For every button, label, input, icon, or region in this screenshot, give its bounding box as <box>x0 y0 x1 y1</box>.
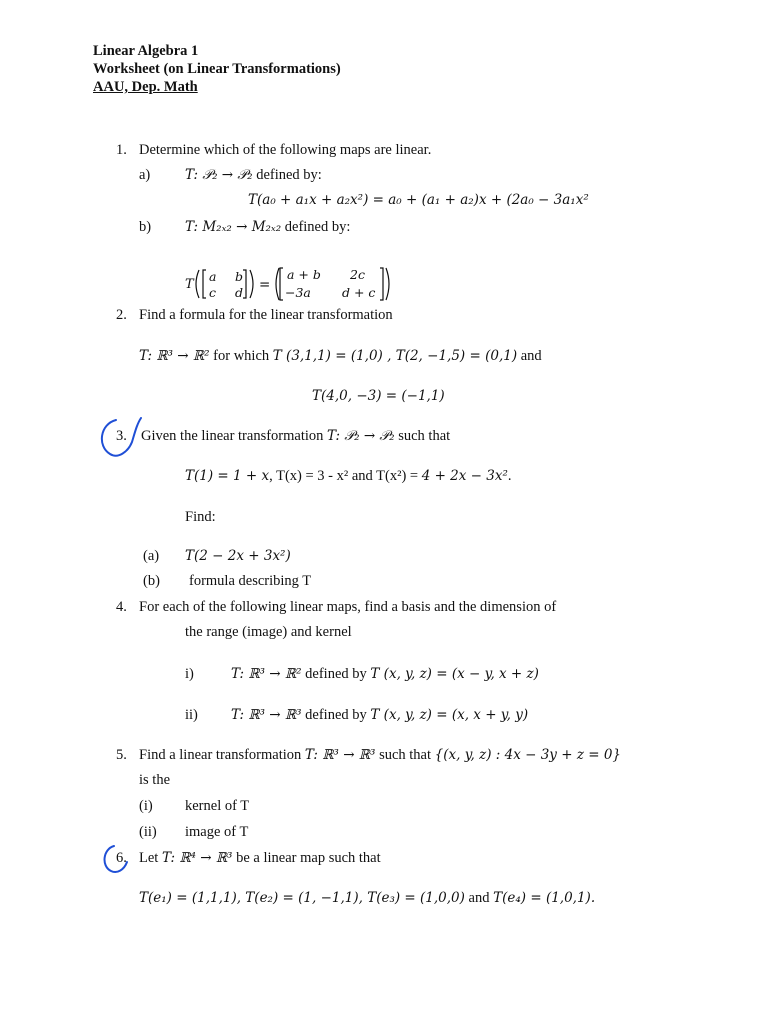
q1b-lhs-T: T <box>185 277 194 292</box>
q1b-m1-a: a <box>209 269 217 284</box>
q4-text2: the range (image) and kernel <box>185 624 352 640</box>
course-title: Linear Algebra 1 <box>93 43 199 59</box>
q2-text: Find a formula for the linear transformation <box>139 307 393 323</box>
q2-map: T: ℝ³ → ℝ² <box>139 348 210 364</box>
q5-map: T: ℝ³ → ℝ³ <box>304 747 376 763</box>
q4ii-label: ii) <box>185 707 198 723</box>
q3-text2: such that <box>394 428 451 444</box>
q4i-text: defined by <box>301 666 371 682</box>
q3b-text: formula describing T <box>189 573 312 589</box>
q1b-m2-12: 2c <box>350 267 365 282</box>
q3-map: T: 𝒫₂ → 𝒫₂ <box>327 428 395 444</box>
q3-number: 3. <box>116 428 127 444</box>
q6-formula2: T(e₄) = (1,0,1). <box>493 890 596 906</box>
q1b-m2-11: a + b <box>287 267 321 282</box>
q1b-m1-b: b <box>235 269 244 284</box>
q1a-text: defined by: <box>252 167 322 183</box>
q2-line2: T(4,0, −3) = (−1,1) <box>312 388 445 404</box>
q2-and: and <box>517 348 542 364</box>
worksheet-title: Worksheet (on Linear Transformations) <box>93 61 341 77</box>
q4ii-text: defined by <box>301 707 371 723</box>
q1b-m2-22: d + c <box>342 285 376 300</box>
q1b-text: defined by: <box>281 219 351 235</box>
q6-line <box>139 849 381 867</box>
q3-given-line <box>185 467 512 485</box>
q3-period: . <box>507 468 512 484</box>
q1b-m1-d: d <box>235 285 244 300</box>
q5ii-text: image of T <box>185 824 249 840</box>
q1b-label: b) <box>139 219 152 235</box>
q2-conditions: T (3,1,1) = (1,0) , T(2, −1,5) = (0,1) <box>272 348 518 364</box>
q6-number: 6. <box>116 850 127 866</box>
q6-text: Let <box>139 850 162 866</box>
q6-text2: be a linear map such that <box>232 850 381 866</box>
department-label: AAU, Dep. Math <box>93 79 198 95</box>
q1b-equals: = <box>259 277 271 293</box>
q5-set: {(x, y, z) : 4x − 3y + z = 0} <box>434 747 622 763</box>
q1b-line <box>185 218 350 236</box>
q5-line <box>139 746 621 764</box>
q5i-label: (i) <box>139 798 153 814</box>
q2-for-which: for which <box>209 348 273 364</box>
q5i-text: kernel of T <box>185 798 250 814</box>
q3-tx: , T(x) = 3 - x² and T(x²) = <box>269 468 422 484</box>
q4i-label: i) <box>185 666 194 682</box>
q6-formula-line <box>139 889 595 907</box>
q4ii-map: T: ℝ³ → ℝ³ <box>231 707 302 723</box>
q4-number: 4. <box>116 599 127 615</box>
q4ii-formula: T (x, y, z) = (x, x + y, y) <box>370 707 529 723</box>
q5-text: Find a linear transformation <box>139 747 305 763</box>
q1-number: 1. <box>116 142 127 158</box>
q3-text: Given the linear transformation <box>141 428 328 444</box>
q3b-label: (b) <box>143 573 160 589</box>
q4i-map: T: ℝ³ → ℝ² <box>231 666 302 682</box>
q5-text2: such that <box>375 747 435 763</box>
q1-text: Determine which of the following maps are linear. <box>139 142 432 158</box>
q1a-label: a) <box>139 167 151 183</box>
q4i-line <box>231 665 539 683</box>
q2-number: 2. <box>116 307 127 323</box>
q1a-map: T: 𝒫₂ → 𝒫₂ <box>185 167 253 183</box>
q1b-map: T: M₂ₓ₂ → M₂ₓ₂ <box>185 219 282 235</box>
q5-number: 5. <box>116 747 127 763</box>
q3-tx2: 4 + 2x − 3x² <box>421 468 508 484</box>
q4ii-line <box>231 706 528 724</box>
q1a-formula: T(a₀ + a₁x + a₂x²) = a₀ + (a₁ + a₂)x + (2a₀ − 3a₁x² <box>248 192 589 208</box>
q3-t1: T(1) = 1 + x <box>185 468 270 484</box>
q1b-m1-c: c <box>209 285 217 300</box>
q4-text: For each of the following linear maps, find a basis and the dimension of <box>139 599 557 615</box>
q6-formula: T(e₁) = (1,1,1), T(e₂) = (1, −1,1), T(e₃) = (1,0,0) <box>139 890 465 906</box>
q4i-formula: T (x, y, z) = (x − y, x + z) <box>370 666 539 682</box>
q3-find: Find: <box>185 509 216 525</box>
q3a-label: (a) <box>143 548 160 564</box>
q1a-line <box>185 166 322 184</box>
q5ii-label: (ii) <box>139 824 157 840</box>
q6-and: and <box>464 890 494 906</box>
q3a-text: T(2 − 2x + 3x²) <box>185 548 291 564</box>
q1b-m2-21: −3a <box>285 285 311 300</box>
q6-map: T: ℝ⁴ → ℝ³ <box>161 850 233 866</box>
q3-line <box>141 427 450 445</box>
q2-line1 <box>139 347 542 365</box>
q5-text3: is the <box>139 772 171 788</box>
